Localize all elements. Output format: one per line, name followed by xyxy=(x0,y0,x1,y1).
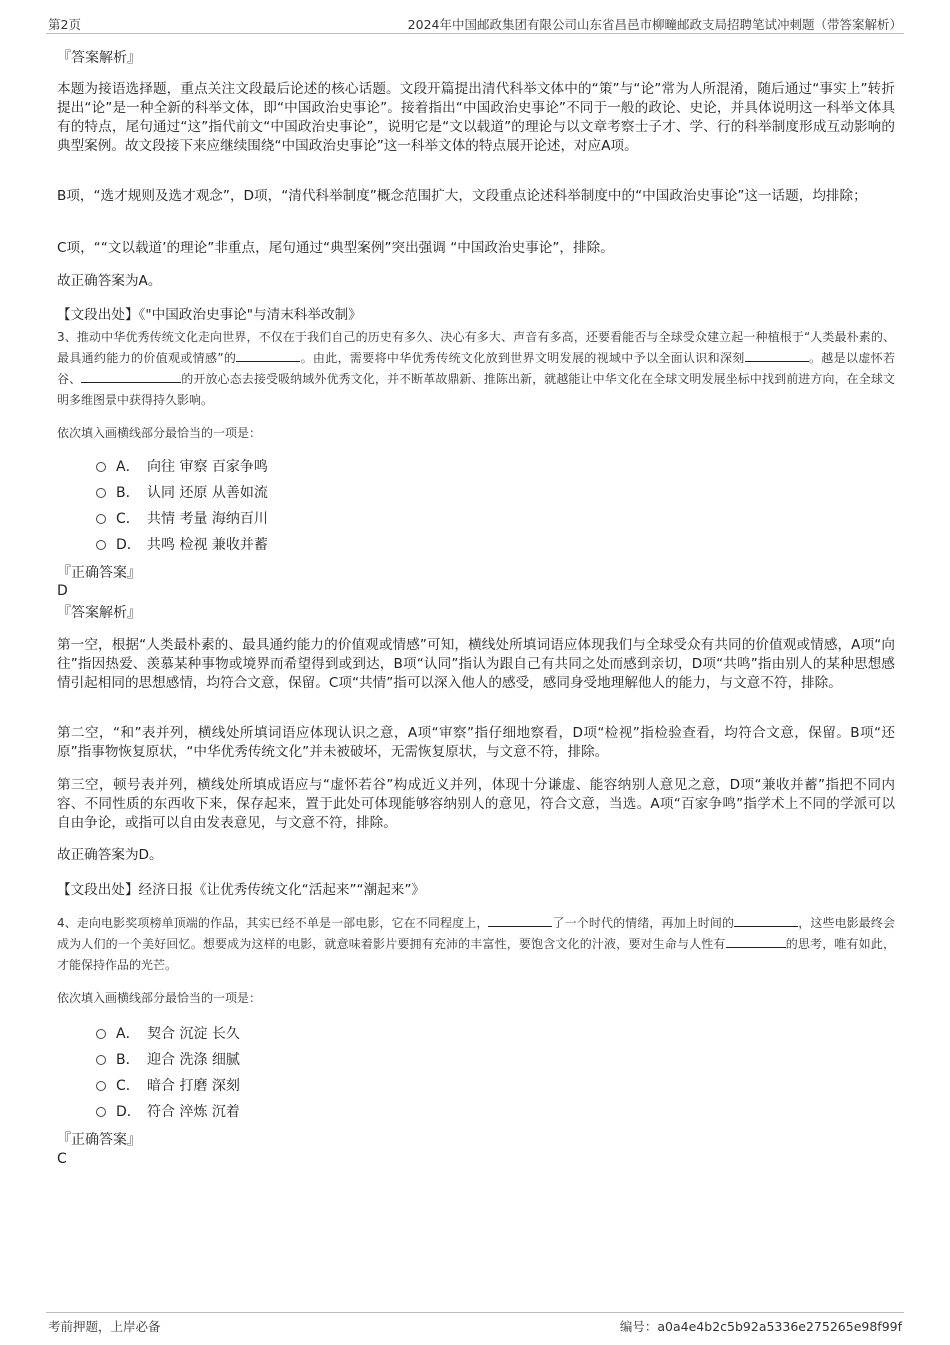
option-text: 契合 沉淀 长久 xyxy=(147,1026,240,1042)
q3-option-c[interactable] xyxy=(96,508,268,530)
footer-code xyxy=(620,1317,902,1335)
q4-correct-answer: C xyxy=(57,1151,67,1167)
radio-icon[interactable] xyxy=(96,540,106,550)
q3-analysis-para-3: 第三空，顿号表并列，横线处所填成语应与“虚怀若谷”构成近义并列，体现十分谦虚、能容纳别人意见之意，D项“兼收并蓄”指把不同内容、不同性质的东西收下来，保存起来，置于此处可体现能够容纳别人的意见，符合文意，当选。A项“百家争鸣”指学术上不同的学派可以自由争论，或指可以自由发表意见，与文意不符，排除。 xyxy=(57,777,895,831)
option-text: 认同 还原 从善如流 xyxy=(147,485,268,501)
option-text: 向往 审察 百家争鸣 xyxy=(147,459,268,475)
option-letter: C． xyxy=(116,511,140,527)
q4-stem-text-4: 的思考，唯有如此，才能保持作品的光芒。 xyxy=(57,937,895,972)
page-footer xyxy=(46,1312,904,1335)
q3-analysis-para-1: 第一空，根据“人类最朴素的、最具通约能力的价值观或情感”可知，横线处所填词语应体现我们与全球受众有共同的价值观或情感，A项“向往”指因热爱、羡慕某种事物或境界而希望得到或到达，B项“认同”指认为跟自己有共同之处而感到亲切，D项“共鸣”指由别人的某种思想感情引起相同的思想感情，均符合文意，保留。C项“共情”指可以深入他人的感受，感同身受地理解他人的能力，与文意不符，排除。 xyxy=(57,637,895,691)
page-header xyxy=(46,13,904,34)
option-letter: B． xyxy=(116,485,140,501)
q4-stem-text-2: 了一个时代的情绪，再加上时间的 xyxy=(552,916,735,930)
q3-stem-text-3: 。越是以虚怀若谷、 xyxy=(57,351,895,386)
blank-3 xyxy=(81,369,181,383)
blank-3 xyxy=(726,934,786,948)
q2-analysis-para-1: 本题为接语选择题，重点关注文段最后论述的核心话题。文段开篇提出清代科举文体中的“策”与“论”常为人所混淆，随后通过“事实上”转折提出“论”是一种全新的科举文体，即“中国政治史事论”。接着指出“中国政治史事论”不同于一般的政论、史论，并具体说明这一科举文体具有的特点，尾句通过“这”指代前文“中国政治史事论”，说明它是“文以载道”的理论与以文章考察士子才、学、行的科举制度形成互动影响的典型案例。故文段接下来应继续围绕“中国政治史事论”这一科举文体的特点展开论述，对应A项。 xyxy=(57,81,895,154)
q3-stem-text-2: 。由此，需要将中华优秀传统文化放到世界文明发展的视域中予以全面认识和深刻 xyxy=(300,351,745,365)
radio-icon[interactable] xyxy=(96,1081,106,1091)
option-letter: A． xyxy=(116,1026,140,1042)
q4-correct-label: 『正确答案』 xyxy=(57,1132,141,1148)
q2-analysis-para-4: 故正确答案为A。 xyxy=(57,273,162,289)
q2-analysis-para-3: C项，““文以载道’的理论”非重点，尾句通过“典型案例”突出强调 “中国政治史事论”，排除。 xyxy=(57,240,614,256)
q4-stem-text-3: ，这些电影最终会成为人们的一个美好回忆。想要成为这样的电影，就意味着影片要拥有充沛的丰富性，要饱含文化的汁液，要对生命与人性有 xyxy=(57,916,895,951)
option-text: 暗合 打磨 深刻 xyxy=(147,1078,240,1094)
q3-correct-answer: D xyxy=(57,583,68,599)
q3-analysis-para-2: 第二空，“和”表并列，横线处所填词语应体现认识之意，A项“审察”指仔细地察看，D项“检视”指检验查看，均符合文意，保留。B项“还原”指事物恢复原状，“中华优秀传统文化”并未被破坏，无需恢复原状，与文意不符，排除。 xyxy=(57,725,895,760)
document-title: 2024年中国邮政集团有限公司山东省昌邑市柳疃邮政支局招聘笔试冲刺题（带答案解析） xyxy=(407,17,902,32)
q2-analysis-para-2: B项，“选才规则及选才观念”，D项，“清代科举制度”概念范围扩大，文段重点论述科举制度中的“中国政治史事论”这一话题，均排除； xyxy=(57,188,867,204)
footer-code-value: a0a4e4b2c5b92a5336e275265e98f99f xyxy=(657,1319,902,1334)
q4-option-d[interactable] xyxy=(96,1101,240,1123)
q4-ask: 依次填入画横线部分最恰当的一项是： xyxy=(57,991,262,1005)
option-letter: D． xyxy=(116,1104,141,1120)
q2-source: 【文段出处】《"中国政治史事论"与清末科举改制》 xyxy=(57,307,362,323)
q4-option-b[interactable] xyxy=(96,1049,240,1071)
page-number: 第2页 xyxy=(48,17,81,32)
blank-2 xyxy=(745,348,809,362)
option-letter: A． xyxy=(116,459,140,475)
footer-slogan: 考前押题，上岸必备 xyxy=(48,1319,161,1334)
q3-option-b[interactable] xyxy=(96,482,268,504)
radio-icon[interactable] xyxy=(96,1055,106,1065)
radio-icon[interactable] xyxy=(96,462,106,472)
option-text: 迎合 洗涤 细腻 xyxy=(147,1052,240,1068)
radio-icon[interactable] xyxy=(96,1029,106,1039)
q4-stem-text-1: 4、走向电影奖项榜单顶端的作品，其实已经不单是一部电影，它在不同程度上， xyxy=(57,916,489,930)
blank-1 xyxy=(236,348,300,362)
q4-option-c[interactable] xyxy=(96,1075,240,1097)
q3-option-a[interactable] xyxy=(96,456,268,478)
radio-icon[interactable] xyxy=(96,1107,106,1117)
q3-ask: 依次填入画横线部分最恰当的一项是： xyxy=(57,426,262,440)
q4-option-a[interactable] xyxy=(96,1023,240,1045)
q3-analysis-label: 『答案解析』 xyxy=(57,605,141,621)
option-letter: C． xyxy=(116,1078,140,1094)
blank-1 xyxy=(488,913,552,927)
q3-correct-label: 『正确答案』 xyxy=(57,565,141,581)
q4-stem xyxy=(57,913,895,976)
option-text: 符合 淬炼 沉着 xyxy=(147,1104,240,1120)
option-letter: B． xyxy=(116,1052,140,1068)
q3-source: 【文段出处】经济日报《让优秀传统文化“活起来”“潮起来”》 xyxy=(57,882,426,898)
option-letter: D． xyxy=(116,537,141,553)
q3-stem-text-1: 3、推动中华优秀传统文化走向世界，不仅在于我们自己的历史有多久、决心有多大、声音有多高，还要看能否与全球受众建立起一种植根于“人类最朴素的、最具通约能力的价值观或情感”的 xyxy=(57,330,895,365)
q3-analysis-para-4: 故正确答案为D。 xyxy=(57,847,163,863)
radio-icon[interactable] xyxy=(96,488,106,498)
q3-option-d[interactable] xyxy=(96,534,268,556)
q3-stem-text-4: 的开放心态去接受吸纳域外优秀文化，并不断革故鼎新、推陈出新，就越能让中华文化在全球文明发展坐标中找到前进方向，在全球文明多维图景中获得持久影响。 xyxy=(57,372,895,407)
radio-icon[interactable] xyxy=(96,514,106,524)
option-text: 共情 考量 海纳百川 xyxy=(147,511,268,527)
option-text: 共鸣 检视 兼收并蓄 xyxy=(147,537,268,553)
blank-2 xyxy=(734,913,798,927)
q3-stem xyxy=(57,327,895,411)
footer-code-label: 编号： xyxy=(619,1319,658,1334)
q2-analysis-label: 『答案解析』 xyxy=(57,50,141,66)
